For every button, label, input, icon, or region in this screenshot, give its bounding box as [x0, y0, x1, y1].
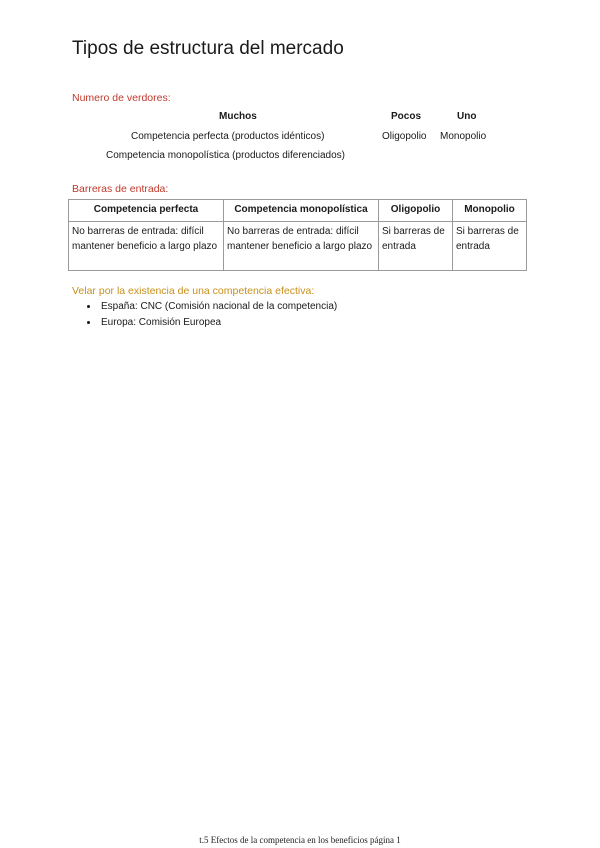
table-header-row [69, 200, 527, 222]
list-item: • Europa: Comisión Europea [99, 315, 337, 331]
table-cell: No barreras de entrada: difícil mantener beneficio a largo plazo [224, 222, 379, 271]
monopoly-text: Monopolio [440, 131, 487, 142]
page-footer: t.5 Efectos de la competencia en los beneficios página 1 [199, 835, 401, 845]
table-header-cell: Competencia monopolística [224, 200, 379, 222]
page-title: Tipos de estructura del mercado [72, 38, 344, 59]
list-item: • España: CNC (Comisión nacional de la competencia) [99, 299, 337, 315]
monopolistic-competition-text: Competencia monopolística (productos diferenciados) [106, 150, 346, 161]
watch-list [72, 299, 337, 331]
table-header-cell: Competencia perfecta [69, 200, 224, 222]
table-cell: No barreras de entrada: difícil mantener beneficio a largo plazo [69, 222, 224, 271]
vendors-label: Numero de verdores: [72, 92, 171, 104]
perfect-competition-text: Competencia perfecta (productos idénticos) [131, 131, 325, 142]
header-uno: Uno [457, 111, 477, 122]
oligopoly-text: Oligopolio [382, 131, 427, 142]
watch-label: Velar por la existencia de una competencia efectiva: [72, 285, 315, 297]
table-cell: Si barreras de entrada [379, 222, 453, 271]
table-cell: Si barreras de entrada [453, 222, 527, 271]
barriers-label: Barreras de entrada: [72, 183, 169, 195]
table-row [69, 222, 527, 271]
header-muchos: Muchos [219, 111, 257, 122]
header-pocos: Pocos [391, 111, 422, 122]
barriers-table [68, 199, 527, 271]
table-header-cell: Oligopolio [379, 200, 453, 222]
table-header-cell: Monopolio [453, 200, 527, 222]
